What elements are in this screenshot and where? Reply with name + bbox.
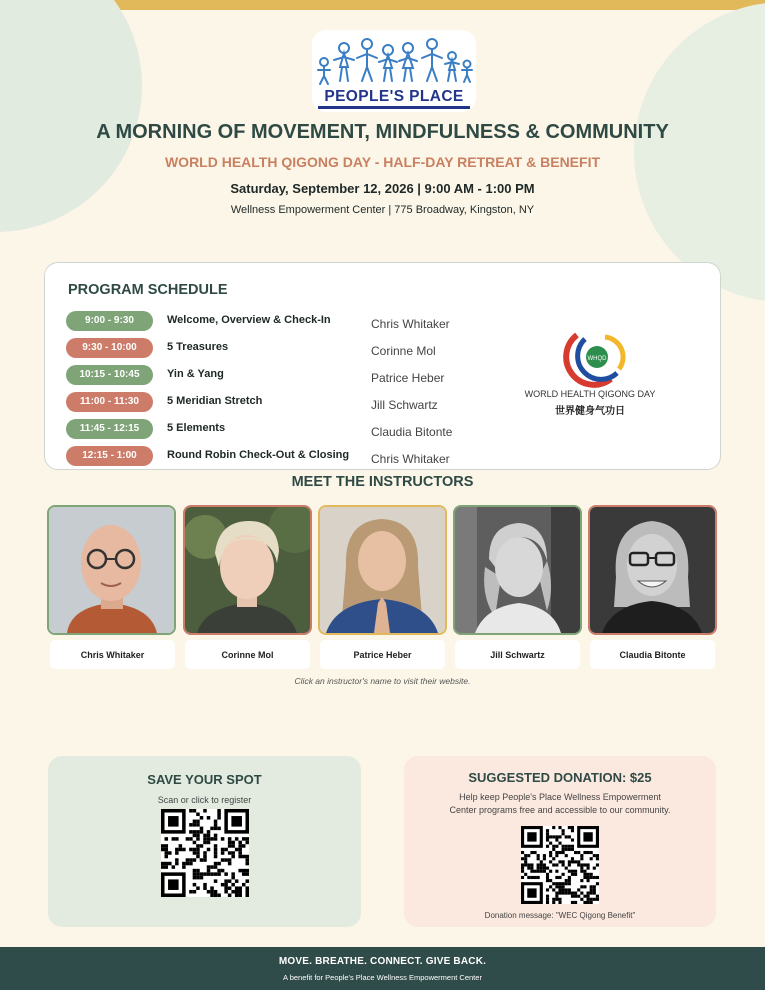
- schedule-title: PROGRAM SCHEDULE: [68, 282, 228, 298]
- instructor-name-link[interactable]: Jill Schwartz: [455, 640, 580, 669]
- save-your-spot-card: [48, 756, 361, 927]
- logo-underline: [318, 106, 470, 109]
- time-pill: 11:45 - 12:15: [66, 419, 153, 439]
- donation-message: Donation message: "WEC Qigong Benefit": [484, 911, 636, 920]
- donation-qr-code[interactable]: [521, 826, 599, 904]
- footer-bar: [0, 947, 765, 990]
- footer-note: A benefit for People's Place Wellness Empowerment Center: [283, 973, 482, 982]
- instructor-name-link[interactable]: Claudia Bitonte: [590, 640, 715, 669]
- decor-circle-left: [0, 0, 142, 232]
- schedule-row: [45, 338, 475, 358]
- instructors-note: Click an instructor's name to visit their website.: [294, 676, 471, 686]
- session-title: 5 Meridian Stretch: [167, 395, 263, 407]
- schedule-row: [45, 311, 475, 331]
- instructor-photo-corinne-mol[interactable]: [183, 505, 312, 635]
- donation-title: SUGGESTED DONATION: $25: [468, 770, 652, 785]
- qr-code-icon: [161, 809, 249, 897]
- time-pill: 9:00 - 9:30: [66, 311, 153, 331]
- donation-text-2: Center programs free and accessible to our community.: [449, 805, 671, 815]
- time-pill: 12:15 - 1:00: [66, 446, 153, 466]
- instructor-photo-chris-whitaker[interactable]: [47, 505, 176, 635]
- register-title: SAVE YOUR SPOT: [147, 772, 262, 787]
- whqd-badge-text: WHQD: [587, 356, 607, 362]
- donation-text-1: Help keep People's Place Wellness Empowerment: [459, 792, 661, 802]
- partner-logo-chinese: 世界健身气功日: [555, 406, 625, 417]
- event-date-time: Saturday, September 12, 2026 | 9:00 AM - 1:00 PM: [230, 181, 535, 196]
- session-title: 5 Treasures: [167, 341, 229, 353]
- program-schedule-card: [44, 262, 721, 470]
- session-title: Welcome, Overview & Check-In: [167, 314, 331, 326]
- donation-card: [404, 756, 716, 927]
- time-pill: 9:30 - 10:00: [66, 338, 153, 358]
- schedule-row: [45, 419, 475, 439]
- instructor-name-link[interactable]: Patrice Heber: [320, 640, 445, 669]
- instructor-photo-patrice-heber[interactable]: [318, 505, 447, 635]
- footer-tagline: MOVE. BREATHE. CONNECT. GIVE BACK.: [278, 956, 487, 967]
- qigong-swirl-icon: [515, 329, 665, 389]
- family-figures-icon: [312, 34, 476, 90]
- qr-code-icon: [521, 826, 599, 904]
- schedule-row: [45, 446, 475, 466]
- session-presenter: Jill Schwartz: [371, 398, 438, 412]
- register-qr-code[interactable]: [161, 809, 249, 897]
- session-presenter: Claudia Bitonte: [371, 425, 453, 439]
- schedule-row: [45, 392, 475, 412]
- schedule-row: [45, 365, 475, 385]
- session-title: Yin & Yang: [167, 368, 224, 380]
- partner-logo-name: WORLD HEALTH QIGONG DAY: [524, 389, 656, 399]
- time-pill: 11:00 - 11:30: [66, 392, 153, 412]
- instructor-name-link[interactable]: Corinne Mol: [185, 640, 310, 669]
- session-title: Round Robin Check-Out & Closing: [167, 449, 350, 461]
- register-text: Scan or click to register: [157, 795, 252, 805]
- peoples-place-logo: [312, 30, 476, 112]
- time-pill: 10:15 - 10:45: [66, 365, 153, 385]
- decor-circle-right: [634, 2, 765, 302]
- page-subtitle: WORLD HEALTH QIGONG DAY - HALF-DAY RETREAT & BENEFIT: [164, 154, 601, 170]
- instructor-name-link[interactable]: Chris Whitaker: [50, 640, 175, 669]
- world-health-qigong-day-logo: [515, 329, 665, 419]
- page-title: A MORNING OF MOVEMENT, MINDFULNESS & COMMUNITY: [96, 121, 669, 143]
- session-presenter: Chris Whitaker: [371, 452, 450, 466]
- logo-text: PEOPLE'S PLACE: [324, 88, 464, 105]
- session-title: 5 Elements: [167, 422, 226, 434]
- session-presenter: Chris Whitaker: [371, 317, 450, 331]
- event-venue: Wellness Empowerment Center | 775 Broadway, Kingston, NY: [230, 204, 535, 216]
- instructor-photo-jill-schwartz[interactable]: [453, 505, 582, 635]
- session-presenter: Patrice Heber: [371, 371, 445, 385]
- instructors-title: MEET THE INSTRUCTORS: [291, 474, 474, 490]
- instructor-photo-claudia-bitonte[interactable]: [588, 505, 717, 635]
- session-presenter: Corinne Mol: [371, 344, 436, 358]
